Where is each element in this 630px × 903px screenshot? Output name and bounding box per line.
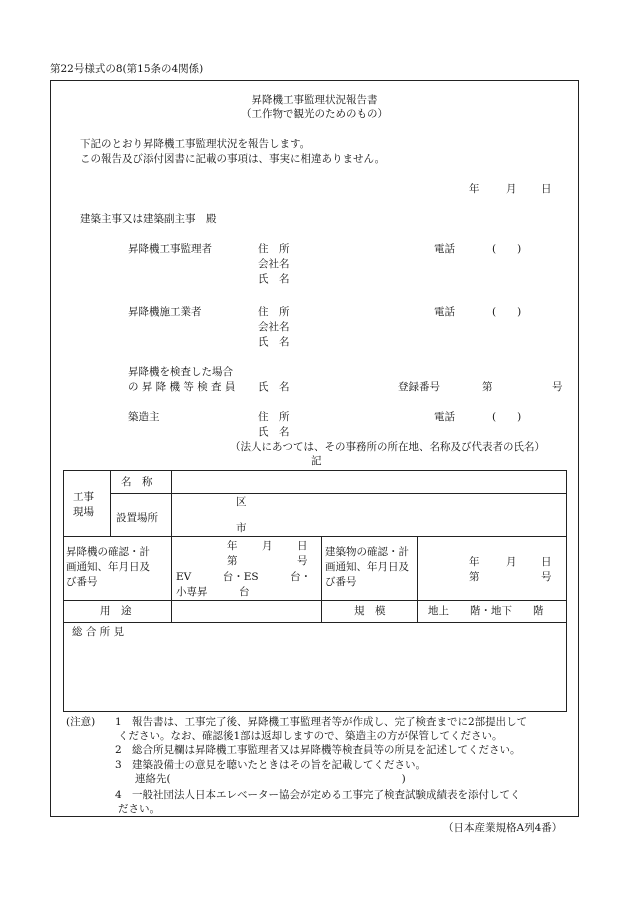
bldg-confirm-1: 建築物の確認・計	[325, 546, 409, 558]
ki-mark: 記	[311, 455, 322, 467]
contractor-label: 昇降機施工業者	[128, 306, 202, 318]
location-ward: 区	[236, 496, 247, 508]
note-3: 建築設備士の意見を聴いたときはその旨を記載してください。	[132, 759, 426, 771]
intro-line-1: 下記のとおり昇降機工事監理状況を報告します。	[80, 138, 311, 150]
inspector-reg-dai: 第	[482, 381, 493, 393]
elev-confirm-1: 昇降機の確認・計	[66, 546, 150, 558]
site-label-1: 工事	[73, 491, 94, 503]
note-1-line-2: ください。なお、確認後1部は返却しますので、築造主の方が保管してください。	[118, 730, 503, 742]
form-subtitle: （工作物で観光のためのもの）	[241, 108, 388, 120]
inspector-reg-label: 登録番号	[398, 381, 440, 393]
note-3-contact: 連絡先( )	[135, 773, 406, 785]
notes-label: (注意)	[66, 716, 96, 728]
note-3-number: 3	[115, 759, 122, 771]
supervisor-company: 会社名	[258, 258, 290, 270]
small-elev-line: 小専昇 台	[176, 586, 250, 598]
supervisor-label: 昇降機工事監理者	[128, 243, 212, 255]
inspector-label-1: 昇降機を検査した場合	[128, 366, 233, 378]
table-line	[171, 470, 172, 536]
elev-go: 号	[297, 555, 308, 567]
date-day: 日	[541, 183, 552, 195]
table-line	[63, 536, 567, 537]
remarks-label: 総 合 所 見	[72, 626, 125, 638]
bldg-date-month: 月	[506, 556, 517, 568]
date-month: 月	[506, 183, 517, 195]
date-year: 年	[469, 183, 480, 195]
table-line	[321, 536, 322, 622]
corporation-note: （法人にあつては、その事務所の所在地、名称及び代表者の氏名）	[230, 441, 545, 453]
owner-phone-paren: ( )	[492, 411, 522, 423]
location-city: 市	[236, 522, 247, 534]
bldg-dai: 第	[469, 571, 480, 583]
note-1-number: 1	[115, 716, 122, 728]
intro-line-2: この報告及び添付図書に記載の事項は、事実に相違ありません。	[80, 153, 386, 165]
elev-confirm-3: び番号	[66, 576, 98, 588]
supervisor-phone-paren: ( )	[492, 243, 522, 255]
bldg-confirm-3: び番号	[325, 576, 357, 588]
contractor-phone-paren: ( )	[492, 306, 522, 318]
bldg-go: 号	[541, 571, 552, 583]
form-title: 昇降機工事監理状況報告書	[251, 94, 378, 106]
name-label: 名 称	[121, 476, 153, 488]
use-label: 用 途	[100, 605, 132, 617]
bldg-date-year: 年	[469, 556, 480, 568]
table-line	[110, 470, 111, 536]
elev-date-year: 年	[227, 540, 238, 552]
note-4-number: 4	[115, 789, 122, 801]
owner-phone: 電話	[434, 411, 455, 423]
footer-standard: （日本産業規格A列4番）	[443, 822, 563, 834]
inspector-label-2: の 昇 降 機 等 検 査 員	[128, 381, 236, 393]
table-line	[63, 622, 567, 623]
contractor-phone: 電話	[434, 306, 455, 318]
inspector-reg-go: 号	[552, 381, 563, 393]
scale-label: 規 模	[354, 605, 386, 617]
addressee: 建築主事又は建築副主事 殿	[80, 213, 217, 225]
contractor-address: 住 所	[258, 306, 290, 318]
elev-date-month: 月	[262, 540, 273, 552]
supervisor-name: 氏 名	[258, 273, 290, 285]
note-2: 総合所見欄は昇降機工事監理者又は昇降機等検査員等の所見を記述してください。	[132, 744, 521, 756]
note-4-line-1: 一般社団法人日本エレベーター協会が定める工事完了検査試験成績表を添付してく	[132, 789, 521, 801]
floors-label: 地上 階・地下 階	[428, 605, 544, 617]
form-number: 第22号様式の8(第15条の4関係)	[50, 63, 204, 75]
supervisor-phone: 電話	[434, 243, 455, 255]
bldg-date-day: 日	[541, 556, 552, 568]
note-4-line-2: ださい。	[118, 803, 160, 815]
elev-date-day: 日	[297, 540, 308, 552]
contractor-company: 会社名	[258, 321, 290, 333]
inspector-name: 氏 名	[258, 381, 290, 393]
site-table	[63, 470, 567, 712]
table-line	[417, 536, 418, 622]
table-line	[63, 600, 567, 601]
note-2-number: 2	[115, 744, 122, 756]
table-line	[110, 493, 567, 494]
contractor-name: 氏 名	[258, 336, 290, 348]
owner-label: 築造主	[128, 411, 160, 423]
elev-confirm-2: 画通知、年月日及	[66, 561, 150, 573]
note-1-line-1: 報告書は、工事完了後、昇降機工事監理者等が作成し、完了検査までに2部提出して	[132, 716, 528, 728]
site-label-2: 現場	[73, 506, 94, 518]
ev-es-line: EV 台・ES 台・	[176, 571, 312, 583]
bldg-confirm-2: 画通知、年月日及	[325, 561, 409, 573]
location-label: 設置場所	[116, 512, 158, 524]
elev-dai: 第	[227, 555, 238, 567]
supervisor-address: 住 所	[258, 243, 290, 255]
owner-name: 氏 名	[258, 426, 290, 438]
owner-address: 住 所	[258, 411, 290, 423]
table-line	[171, 536, 172, 622]
